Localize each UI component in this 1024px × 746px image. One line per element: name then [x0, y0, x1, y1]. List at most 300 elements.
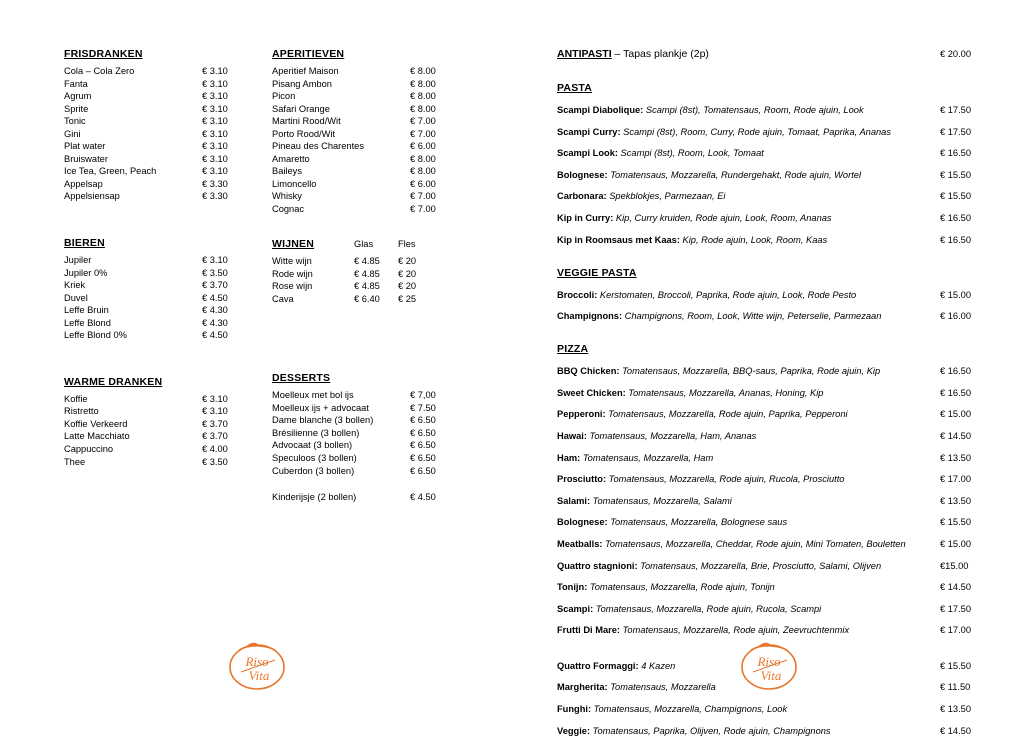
item-name: Tonijn: [557, 582, 588, 593]
item-price: € 16.50 [940, 148, 972, 159]
item-name: Koffie [64, 393, 88, 404]
item-price: € 15.50 [940, 191, 972, 202]
section-veggie-pasta-items [557, 289, 992, 324]
menu-row [64, 103, 244, 116]
item-name: Funghi: [557, 704, 592, 715]
item-price: € 16.50 [940, 366, 972, 377]
item-name: Cappuccino [64, 444, 114, 455]
item-description [557, 169, 940, 182]
item-name: Scampi Curry: [557, 126, 621, 137]
menu-row [64, 78, 244, 91]
item-name: Quattro Formaggi: [557, 660, 639, 671]
spacer [272, 305, 472, 327]
item-price: € 17.00 [940, 474, 972, 485]
item-name: Sprite [64, 103, 89, 114]
menu-row [272, 414, 472, 427]
section-antipasti [557, 48, 992, 60]
menu-row [557, 603, 992, 616]
item-description [557, 560, 940, 573]
item-price: € 13.50 [940, 452, 972, 463]
svg-text:Riso: Riso [757, 654, 781, 669]
item-price: € 7.00 [410, 128, 436, 139]
item-description [557, 725, 940, 738]
item-name: Cola – Cola Zero [64, 66, 135, 76]
section-title-frisdranken: FRISDRANKEN [64, 48, 143, 60]
spacer [272, 216, 472, 238]
menu-row [64, 329, 244, 342]
section-title-desserts: DESSERTS [272, 372, 331, 385]
item-name: Duvel [64, 292, 88, 303]
menu-row [557, 516, 992, 529]
menu-row [557, 581, 992, 594]
menu-row [557, 452, 992, 465]
item-price: € 15.50 [940, 169, 972, 180]
svg-text:Vita: Vita [248, 668, 270, 683]
item-price: € 3.10 [202, 141, 228, 152]
menu-row [64, 153, 244, 166]
item-price: € 7,00 [410, 390, 436, 401]
spacer [64, 225, 244, 237]
item-name: Bolognese: [557, 517, 608, 528]
item-price: € 20.00 [940, 49, 972, 59]
item-description [557, 212, 940, 225]
antipasti-title-wrap [557, 48, 940, 60]
menu-row [272, 165, 472, 178]
item-name: Quattro stagnioni: [557, 560, 638, 571]
item-ingredients: Tomatensaus, Mozzarella, Rode ajuin, Rucola, Scampi [593, 603, 822, 614]
section-title-pizza: PIZZA [557, 343, 589, 356]
section-aperitieven [272, 48, 472, 216]
menu-row [64, 90, 244, 103]
section-title-bieren: BIEREN [64, 237, 105, 250]
menu-row [557, 234, 992, 247]
wine-row [272, 255, 472, 268]
item-ingredients: Tomatensaus, Mozzarella, Champignons, Look [591, 704, 788, 715]
item-ingredients: Tomatensaus, Mozzarella, Ham [580, 452, 714, 463]
menu-row [272, 389, 472, 402]
item-description [557, 538, 940, 551]
menu-row [272, 178, 472, 191]
menu-row [272, 402, 472, 415]
menu-row [272, 203, 472, 216]
item-price: € 13.50 [940, 495, 972, 506]
menu-row [557, 104, 992, 117]
item-name: Koffie Verkeerd [64, 418, 128, 429]
item-ingredients: Tomatensaus, Mozzarella, Ham, Ananas [586, 430, 757, 441]
item-ingredients: Kip, Curry kruiden, Rode ajuin, Look, Room, Ananas [613, 212, 832, 223]
menu-row [64, 140, 244, 153]
column-header-glas: Glas [354, 238, 374, 249]
item-price: € 16.50 [940, 212, 972, 223]
item-price: € 8.00 [410, 103, 436, 114]
menu-row [272, 128, 472, 141]
item-description [557, 126, 940, 139]
item-name: Aperitief Maison [272, 66, 339, 76]
item-price: € 3.10 [202, 116, 228, 127]
item-description [557, 289, 940, 302]
item-price: € 8.00 [410, 166, 436, 177]
item-ingredients: Scampi (8st), Room, Look, Tomaat [617, 148, 764, 159]
menu-row [64, 443, 244, 456]
item-price: € 6.50 [410, 440, 436, 451]
item-name: Kinderijsje (2 bollen) [272, 492, 357, 503]
item-price: € 3.50 [202, 267, 228, 278]
item-price: € 3.10 [202, 166, 228, 177]
item-price-fles: € 25 [398, 293, 417, 304]
item-name: Picon [272, 91, 296, 102]
menu-row [272, 78, 472, 91]
item-price: € 8.00 [410, 78, 436, 89]
item-price: € 7.00 [410, 116, 436, 127]
menu-row [272, 90, 472, 103]
item-name: Kriek [64, 280, 86, 291]
menu-row [64, 456, 244, 469]
item-ingredients: 4 Kazen [638, 660, 676, 671]
item-price: € 3.70 [202, 280, 228, 291]
item-description [557, 147, 940, 160]
item-ingredients: Tomatensaus, Mozzarella [607, 682, 716, 693]
section-title-pasta: PASTA [557, 82, 593, 94]
item-name: Bruiswater [64, 153, 108, 164]
item-name: Leffe Blond 0% [64, 330, 127, 341]
item-price: € 6.00 [410, 178, 436, 189]
menu-row [64, 304, 244, 317]
item-price-fles: € 20 [398, 256, 417, 267]
item-name: Bolognese: [557, 169, 608, 180]
section-title-aperitieven: APERITIEVEN [272, 48, 345, 60]
item-description [557, 104, 940, 117]
wine-table-header [272, 238, 472, 256]
item-description [557, 387, 940, 400]
item-name: Scampi: [557, 603, 594, 614]
menu-row [272, 465, 472, 478]
item-description [557, 234, 940, 247]
item-price: € 17.50 [940, 603, 972, 614]
item-ingredients: Tomatensaus, Mozzarella, Salami [590, 495, 732, 506]
item-price: € 6.50 [410, 415, 436, 426]
item-price: € 4.50 [202, 330, 228, 341]
section-pasta-items [557, 104, 992, 247]
menu-row [557, 430, 992, 443]
item-price-glas: € 6.40 [354, 293, 380, 304]
item-description [557, 452, 940, 465]
item-name: BBQ Chicken: [557, 366, 620, 377]
item-price: € 7.00 [410, 191, 436, 202]
menu-row [557, 190, 992, 203]
item-name: Advocaat (3 bollen) [272, 440, 353, 451]
spacer [64, 342, 244, 364]
spacer [64, 364, 244, 376]
item-price-glas: € 4.85 [354, 281, 380, 292]
item-price: € 15.00 [940, 409, 972, 420]
menu-row [272, 452, 472, 465]
item-price: € 8.00 [410, 66, 436, 76]
item-name: Latte Macchiato [64, 431, 130, 442]
item-name: Porto Rood/Wit [272, 128, 336, 139]
item-price-fles: € 20 [398, 268, 417, 279]
menu-row [272, 140, 472, 153]
item-description [557, 408, 940, 421]
item-ingredients: Tomatensaus, Mozzarella, Brie, Prosciutto, Salami, Olijven [637, 560, 882, 571]
item-ingredients: Kerstomaten, Broccoli, Paprika, Rode ajuin, Look, Rode Pesto [597, 289, 857, 300]
item-ingredients: Tomatensaus, Mozzarella, BBQ-saus, Paprika, Rode ajuin, Kip [619, 366, 881, 377]
menu-row [557, 289, 992, 302]
item-price: €15.00 [940, 560, 969, 571]
item-description [557, 473, 940, 486]
item-name: Leffe Bruin [64, 305, 109, 316]
menu-row [64, 254, 244, 267]
item-name: Martini Rood/Wit [272, 116, 341, 127]
item-price-glas: € 4.85 [354, 268, 380, 279]
item-price: € 3.10 [202, 91, 228, 102]
item-ingredients: Tomatensaus, Mozzarella, Rode ajuin, Tonijn [587, 582, 775, 593]
item-price: € 6.50 [410, 453, 436, 464]
left-column-drinks [64, 48, 244, 468]
menu-row [272, 115, 472, 128]
item-name: Limoncello [272, 178, 317, 189]
menu-row [64, 430, 244, 443]
menu-row [557, 147, 992, 160]
item-price: € 3.10 [202, 153, 228, 164]
item-price: € 15.00 [940, 289, 972, 300]
item-price: € 13.50 [940, 704, 972, 715]
menu-row [272, 427, 472, 440]
section-title-veggie-pasta: VEGGIE PASTA [557, 266, 637, 279]
menu-row [557, 703, 992, 716]
menu-row [557, 725, 992, 738]
item-name: Rose wijn [272, 281, 313, 292]
menu-row [64, 267, 244, 280]
item-name: Plat water [64, 141, 106, 152]
item-name: Tonic [64, 116, 86, 127]
svg-text:Vita: Vita [760, 668, 782, 683]
item-price-glas: € 4.85 [354, 256, 380, 267]
item-description [557, 516, 940, 529]
item-name: Brésilienne (3 bollen) [272, 427, 360, 438]
wine-row [272, 268, 472, 281]
item-price: € 16.50 [940, 387, 972, 398]
item-name: Prosciutto: [557, 474, 607, 485]
item-ingredients: Tomatensaus, Mozzarella, Rode ajuin, Zeevruchtenmix [620, 625, 850, 636]
item-price: € 14.50 [940, 582, 972, 593]
wine-row [272, 280, 472, 293]
menu-row [272, 190, 472, 203]
spacer [272, 477, 472, 491]
item-price: € 3.50 [202, 456, 228, 467]
item-ingredients: Champignons, Room, Look, Witte wijn, Peterselie, Parmezaan [622, 311, 882, 322]
item-name: Hawai: [557, 430, 587, 441]
item-price: € 16.50 [940, 234, 972, 245]
item-name: Thee [64, 456, 86, 467]
item-name: Scampi Diabolique: [557, 105, 644, 115]
menu-row [64, 115, 244, 128]
menu-row [557, 560, 992, 573]
item-ingredients: Tomatensaus, Mozzarella, Rode ajuin, Paprika, Pepperoni [605, 409, 848, 420]
item-description [557, 703, 940, 716]
item-price: € 17.50 [940, 105, 972, 115]
item-price: € 17.50 [940, 126, 972, 137]
menu-row [557, 495, 992, 508]
item-name: Veggie: [557, 725, 591, 736]
item-price: € 3.70 [202, 418, 228, 429]
menu-row [557, 212, 992, 225]
item-price: € 8.00 [410, 91, 436, 102]
item-name: Appelsap [64, 178, 103, 189]
section-warme-dranken [64, 376, 244, 468]
item-ingredients: Scampi (8st), Tomatensaus, Room, Rode ajuin, Look [643, 105, 864, 115]
item-price: € 3.70 [202, 431, 228, 442]
item-name: Cognac [272, 204, 305, 215]
item-price: € 3.10 [202, 406, 228, 417]
item-ingredients: Tomatensaus, Mozzarella, Rode ajuin, Rucola, Prosciutto [606, 474, 845, 485]
section-title-warme-dranken: WARME DRANKEN [64, 375, 163, 388]
item-name: Jupiler 0% [64, 267, 108, 278]
item-price: € 17.00 [940, 625, 972, 636]
item-description [557, 365, 940, 378]
item-name: Agrum [64, 91, 92, 102]
item-description [557, 310, 940, 323]
item-name: Whisky [272, 191, 302, 202]
item-name: Kip in Curry: [557, 212, 614, 223]
item-ingredients: Kip, Rode ajuin, Look, Room, Kaas [679, 234, 828, 245]
item-name: Pisang Ambon [272, 78, 332, 89]
item-price: € 3.10 [202, 255, 228, 266]
item-name: Cava [272, 293, 294, 304]
menu-row [557, 473, 992, 486]
left-column-aperitifs [272, 48, 472, 504]
left-page [0, 0, 512, 726]
item-price: € 3.30 [202, 178, 228, 189]
item-price-fles: € 20 [398, 281, 417, 292]
item-name: Scampi Look: [557, 148, 618, 159]
item-name: Ice Tea, Green, Peach [64, 166, 157, 177]
item-name: Champignons: [557, 311, 623, 322]
item-name: Appelsiensap [64, 191, 120, 202]
item-price: € 4.30 [202, 305, 228, 316]
item-name: Jupiler [64, 255, 92, 266]
item-name: Kip in Roomsaus met Kaas: [557, 234, 680, 245]
wine-row [272, 293, 472, 306]
spacer [272, 327, 472, 372]
item-price: € 15.50 [940, 660, 972, 671]
menu-row [64, 393, 244, 406]
item-price: € 4.00 [202, 444, 228, 455]
item-name: Amaretto [272, 153, 310, 164]
item-name: Speculoos (3 bollen) [272, 453, 357, 464]
item-name: Broccoli: [557, 289, 598, 300]
item-price: € 6.50 [410, 427, 436, 438]
section-desserts [272, 372, 472, 503]
column-header-fles: Fles [398, 238, 416, 249]
menu-row [64, 418, 244, 431]
menu-row [64, 165, 244, 178]
menu-row [557, 310, 992, 323]
item-price: € 4.30 [202, 317, 228, 328]
item-price: € 7.00 [410, 204, 436, 215]
section-bieren [64, 237, 244, 342]
item-description [557, 495, 940, 508]
item-name: Pineau des Charentes [272, 141, 364, 152]
item-description [557, 190, 940, 203]
item-name: Safari Orange [272, 103, 330, 114]
menu-row [64, 65, 244, 78]
section-wijnen [272, 238, 472, 306]
menu-row [557, 387, 992, 400]
right-page [512, 0, 1024, 736]
menu-row [64, 405, 244, 418]
menu-row [557, 538, 992, 551]
item-description [557, 603, 940, 616]
menu-row [557, 126, 992, 139]
menu-row [272, 103, 472, 116]
item-price: € 6.50 [410, 465, 436, 476]
item-price: € 4.50 [202, 292, 228, 303]
item-price: € 11.50 [940, 682, 971, 693]
item-name: Baileys [272, 166, 302, 177]
item-name: Cuberdon (3 bollen) [272, 465, 355, 476]
item-price: € 14.50 [940, 725, 972, 736]
logo-riso-vita-right [737, 634, 801, 694]
item-price: € 3.10 [202, 78, 228, 89]
item-name: Witte wijn [272, 256, 312, 267]
section-frisdranken [64, 48, 244, 203]
item-description [557, 581, 940, 594]
item-ingredients: Spekblokjes, Parmezaan, Ei [606, 191, 726, 202]
item-ingredients: Scampi (8st), Room, Curry, Rode ajuin, Tomaat, Paprika, Ananas [620, 126, 891, 137]
section-title-antipasti: ANTIPASTI [557, 48, 612, 60]
menu-row [272, 65, 472, 78]
item-name: Gini [64, 128, 81, 139]
item-name: Pepperoni: [557, 409, 606, 420]
menu-row [272, 153, 472, 166]
item-price: € 14.50 [940, 430, 972, 441]
item-name: Sweet Chicken: [557, 387, 626, 398]
item-ingredients: Tomatensaus, Paprika, Olijven, Rode ajuin, Champignons [590, 725, 831, 736]
menu-row [64, 279, 244, 292]
item-price: € 7.50 [410, 402, 436, 413]
item-name: Ham: [557, 452, 581, 463]
item-price: € 6.00 [410, 141, 436, 152]
item-ingredients: Tomatensaus, Mozzarella, Bolognese saus [607, 517, 788, 528]
item-name: Salami: [557, 495, 591, 506]
logo-riso-vita-left [225, 634, 289, 694]
spacer [557, 279, 992, 289]
item-price: € 3.10 [202, 128, 228, 139]
spacer [557, 94, 992, 104]
spacer [557, 355, 992, 365]
menu-row [272, 491, 472, 504]
item-ingredients: Tomatensaus, Mozzarella, Rundergehakt, Rode ajuin, Wortel [607, 169, 862, 180]
item-price: € 4.50 [410, 492, 436, 503]
item-name: Rode wijn [272, 268, 313, 279]
menu-row [557, 169, 992, 182]
item-price: € 3.10 [202, 103, 228, 114]
item-ingredients: Tomatensaus, Mozzarella, Cheddar, Rode ajuin, Mini Tomaten, Bouletten [602, 538, 906, 549]
item-name: Fanta [64, 78, 88, 89]
item-name: Leffe Blond [64, 317, 111, 328]
spacer [64, 203, 244, 225]
spacer [557, 68, 992, 82]
item-price: € 8.00 [410, 153, 436, 164]
item-price: € 3.30 [202, 191, 228, 202]
section-title-wijnen: WIJNEN [272, 237, 315, 250]
menu-row [557, 365, 992, 378]
item-name: Frutti Di Mare: [557, 625, 621, 636]
item-name: Moelleux met bol ijs [272, 390, 354, 401]
item-description [557, 430, 940, 443]
item-name: Dame blanche (3 bollen) [272, 415, 374, 426]
item-ingredients: Tomatensaus, Mozzarella, Ananas, Honing, Kip [625, 387, 824, 398]
